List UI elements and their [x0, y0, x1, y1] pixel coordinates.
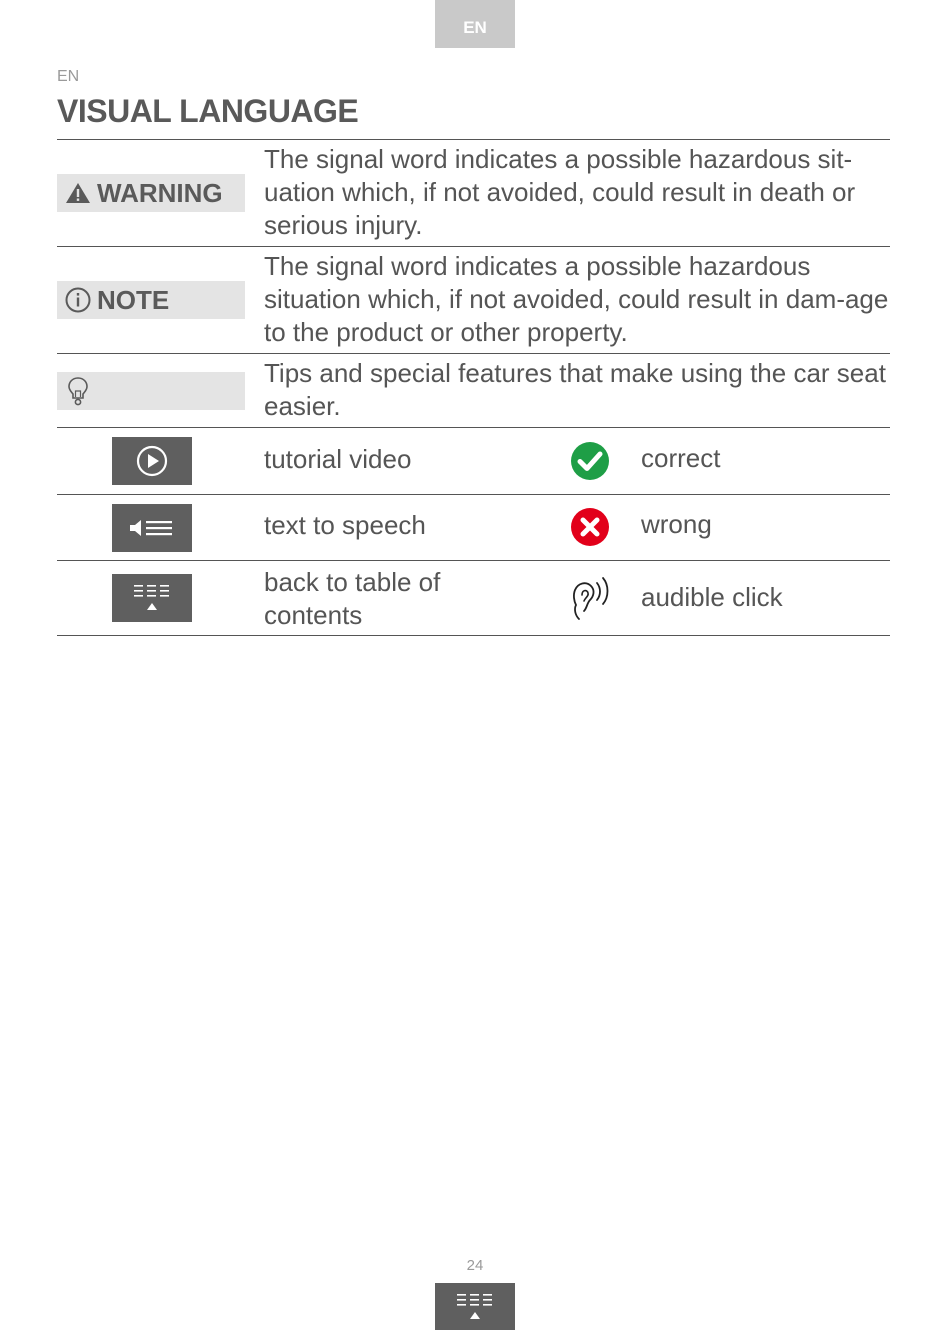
note-label-text: NOTE [97, 284, 170, 315]
language-label: EN [57, 68, 80, 85]
text-to-speech-icon [128, 516, 176, 540]
tutorial-video-button[interactable] [112, 437, 192, 485]
table-of-contents-button[interactable] [112, 574, 192, 622]
legend-row [57, 561, 890, 636]
audible-click-icon-wrap [570, 575, 614, 630]
table-of-contents-icon [130, 582, 174, 614]
info-circle-icon [65, 287, 91, 313]
warning-description: The signal word indicates a possible hazardous sit-uation which, if not avoided, could result in death or serious injury. [264, 144, 856, 240]
page-number: 24 [466, 1257, 484, 1274]
warning-label [57, 174, 245, 212]
visual-language-table [57, 139, 890, 636]
tip-label [57, 372, 245, 410]
tutorial-video-text: tutorial video [264, 444, 412, 474]
wrong-text: wrong [641, 509, 712, 539]
text-to-speech-button[interactable] [112, 504, 192, 552]
legend-row [57, 495, 890, 561]
page-title: VISUAL LANGUAGE [57, 93, 359, 129]
correct-icon-wrap [570, 441, 610, 486]
check-circle-icon [570, 441, 610, 481]
legend-row [57, 428, 890, 495]
language-tab[interactable]: EN [435, 0, 515, 48]
note-row [57, 247, 890, 354]
warning-triangle-icon [65, 182, 91, 204]
table-of-contents-icon [453, 1291, 497, 1323]
tip-description: Tips and special features that make using the car seat easier. [264, 358, 886, 421]
warning-label-text: WARNING [97, 177, 223, 208]
warning-row [57, 140, 890, 247]
note-description: The signal word indicates a possible hazardous situation which, if not avoided, could result in dam-age to the product or other property. [264, 251, 889, 347]
table-of-contents-text: back to table of contents [264, 567, 441, 630]
text-to-speech-text: text to speech [264, 510, 426, 540]
cross-circle-icon [570, 507, 610, 547]
ear-sound-icon [570, 575, 614, 625]
wrong-icon-wrap [570, 507, 610, 552]
lightbulb-icon [65, 375, 91, 407]
audible-click-text: audible click [641, 582, 783, 612]
footer-toc-button[interactable] [435, 1283, 515, 1330]
note-label [57, 281, 245, 319]
tip-row [57, 354, 890, 428]
play-video-icon [135, 444, 169, 478]
correct-text: correct [641, 443, 721, 473]
